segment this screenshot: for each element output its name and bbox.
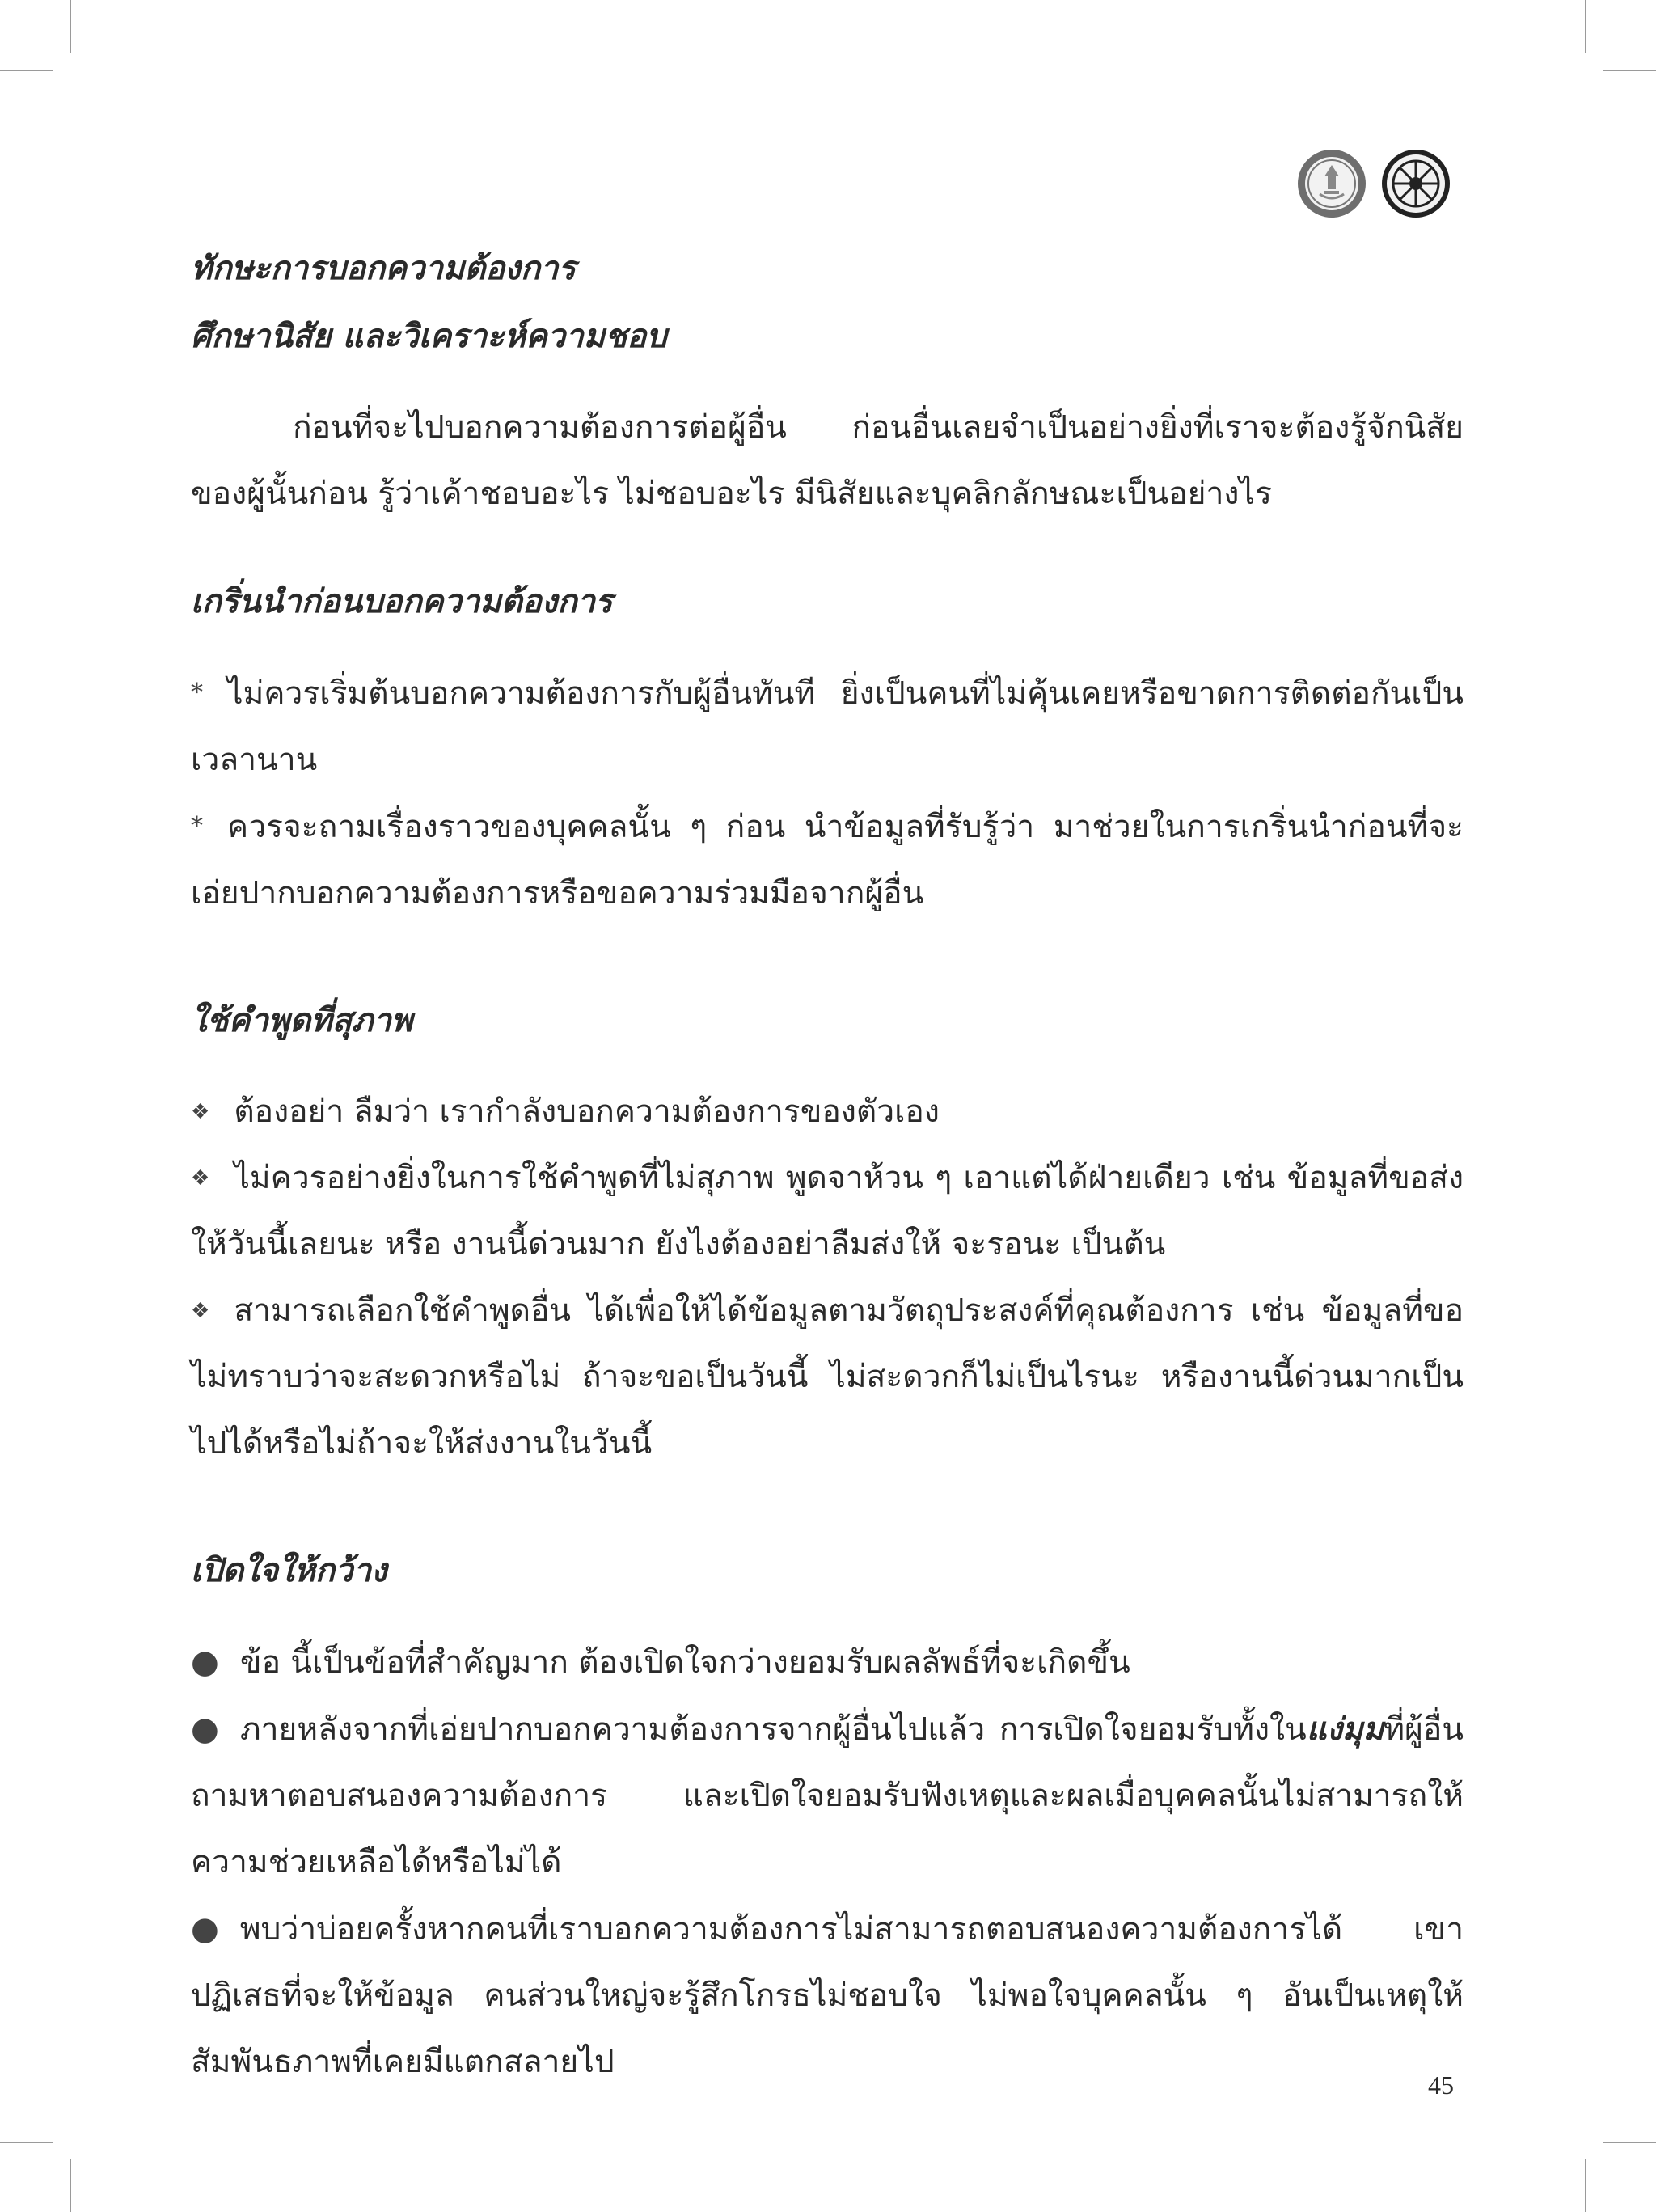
crop-mark [0,2142,53,2143]
diamond-bullet-icon: ❖ [191,1100,210,1124]
section-heading-intro-before-request: เกริ่นนำก่อนบอกความต้องการ [191,582,613,620]
dot-bullet-icon: ● [191,1711,219,1748]
dharma-wheel-seal-icon [1381,149,1451,218]
section-heading-polite-words: ใช้คำพูดที่สุภาพ [191,1001,413,1039]
list-item: * ไม่ควรเริ่มต้นบอกความต้องการกับผู้อื่นทันที ยิ่งเป็นคนที่ไม่คุ้นเคยหรือขาดการติดต่อกันเป็นเวลานาน [191,660,1464,793]
emphasis-text: แง่มุม [1306,1711,1384,1748]
crop-mark [1603,70,1656,71]
section-heading-open-mind: เปิดใจให้กว้าง [191,1551,387,1589]
list-item: ● ภายหลังจากที่เอ่ยปากบอกความต้องการจากผู้อื่นไปแล้ว การเปิดใจยอมรับทั้งในแง่มุมที่ผู้อื่นถามหาตอบสนองความต้องการ และเปิดใจยอมรับฟังเหตุและผลเมื่อบุคคลนั้นไม่สามารถให้ความช่วยเหลือได้หรือไม่ได้ [191,1696,1464,1896]
asterisk-bullet-icon: * [191,679,203,707]
list-item: ❖ สามารถเลือกใช้คำพูดอื่น ได้เพื่อให้ได้ข้อมูลตามวัตถุประสงค์ที่คุณต้องการ เช่น ข้อมูลที่ขอไม่ทราบว่าจะสะดวกหรือไม่ ถ้าจะขอเป็นวันนี้ ไม่สะดวกก็ไม่เป็นไรนะ หรืองานนี้ด่วนมากเป็นไปได้หรือไม่ถ้าจะให้ส่งงานในวันนี้ [191,1278,1464,1477]
dot-bullet-icon: ● [191,1910,219,1948]
page-number: 45 [1428,2070,1454,2100]
list-item: ● พบว่าบ่อยครั้งหากคนที่เราบอกความต้องการไม่สามารถตอบสนองความต้องการได้ เขาปฏิเสธที่จะให้ข้อมูล คนส่วนใหญ่จะรู้สึกโกรธไม่ชอบใจ ไม่พอใจบุคคลนั้น ๆ อันเป็นเหตุให้สัมพันธภาพที่เคยมีแตกสลายไป [191,1896,1464,2096]
diamond-bullet-icon: ❖ [191,1166,210,1191]
crop-mark [1585,0,1586,53]
list-item: ❖ ไม่ควรอย่างยิ่งในการใช้คำพูดที่ไม่สุภาพ พูดจาห้วน ๆ เอาแต่ได้ฝ่ายเดียว เช่น ข้อมูลที่ขอส่งให้วันนี้เลยนะ หรือ งานนี้ด่วนมาก ยังไงต้องอย่าลืมส่งให้ จะรอนะ เป็นต้น [191,1145,1464,1278]
intro-paragraph: ก่อนที่จะไปบอกความต้องการต่อผู้อื่น ก่อนอื่นเลยจำเป็นอย่างยิ่งที่เราจะต้องรู้จักนิสัยของผู้นั้นก่อน รู้ว่าเค้าชอบอะไร ไม่ชอบอะไร มีนิสัยและบุคลิกลักษณะเป็นอย่างไร [191,409,1464,512]
crop-mark [1603,2142,1656,2143]
list-item: ● ข้อ นี้เป็นข้อที่สำคัญมาก ต้องเปิดใจกว่างยอมรับผลลัพธ์ที่จะเกิดขึ้น [191,1629,1464,1696]
crop-mark [0,70,53,71]
dot-bullet-icon: ● [191,1643,219,1681]
list-item: ❖ ต้องอย่า ลืมว่า เรากำลังบอกความต้องการของตัวเอง [191,1079,1464,1145]
diamond-bullet-icon: ❖ [191,1299,210,1323]
university-seal-icon [1297,149,1367,218]
page-subtitle: ศึกษานิสัย และวิเคราะห์ความชอบ [191,317,667,355]
asterisk-bullet-icon: * [191,812,203,840]
page-content [191,235,1464,2096]
list-item: * ควรจะถามเรื่องราวของบุคคลนั้น ๆ ก่อน นำข้อมูลที่รับรู้ว่า มาช่วยในการเกริ่นนำก่อนที่จะเอ่ยปากบอกความต้องการหรือขอความร่วมมือจากผู้อื่น [191,793,1464,927]
header-logos [1297,149,1451,218]
crop-mark [70,2159,71,2212]
crop-mark [70,0,71,53]
crop-mark [1585,2159,1586,2212]
page-title: ทักษะการบอกความต้องการ [191,249,576,287]
